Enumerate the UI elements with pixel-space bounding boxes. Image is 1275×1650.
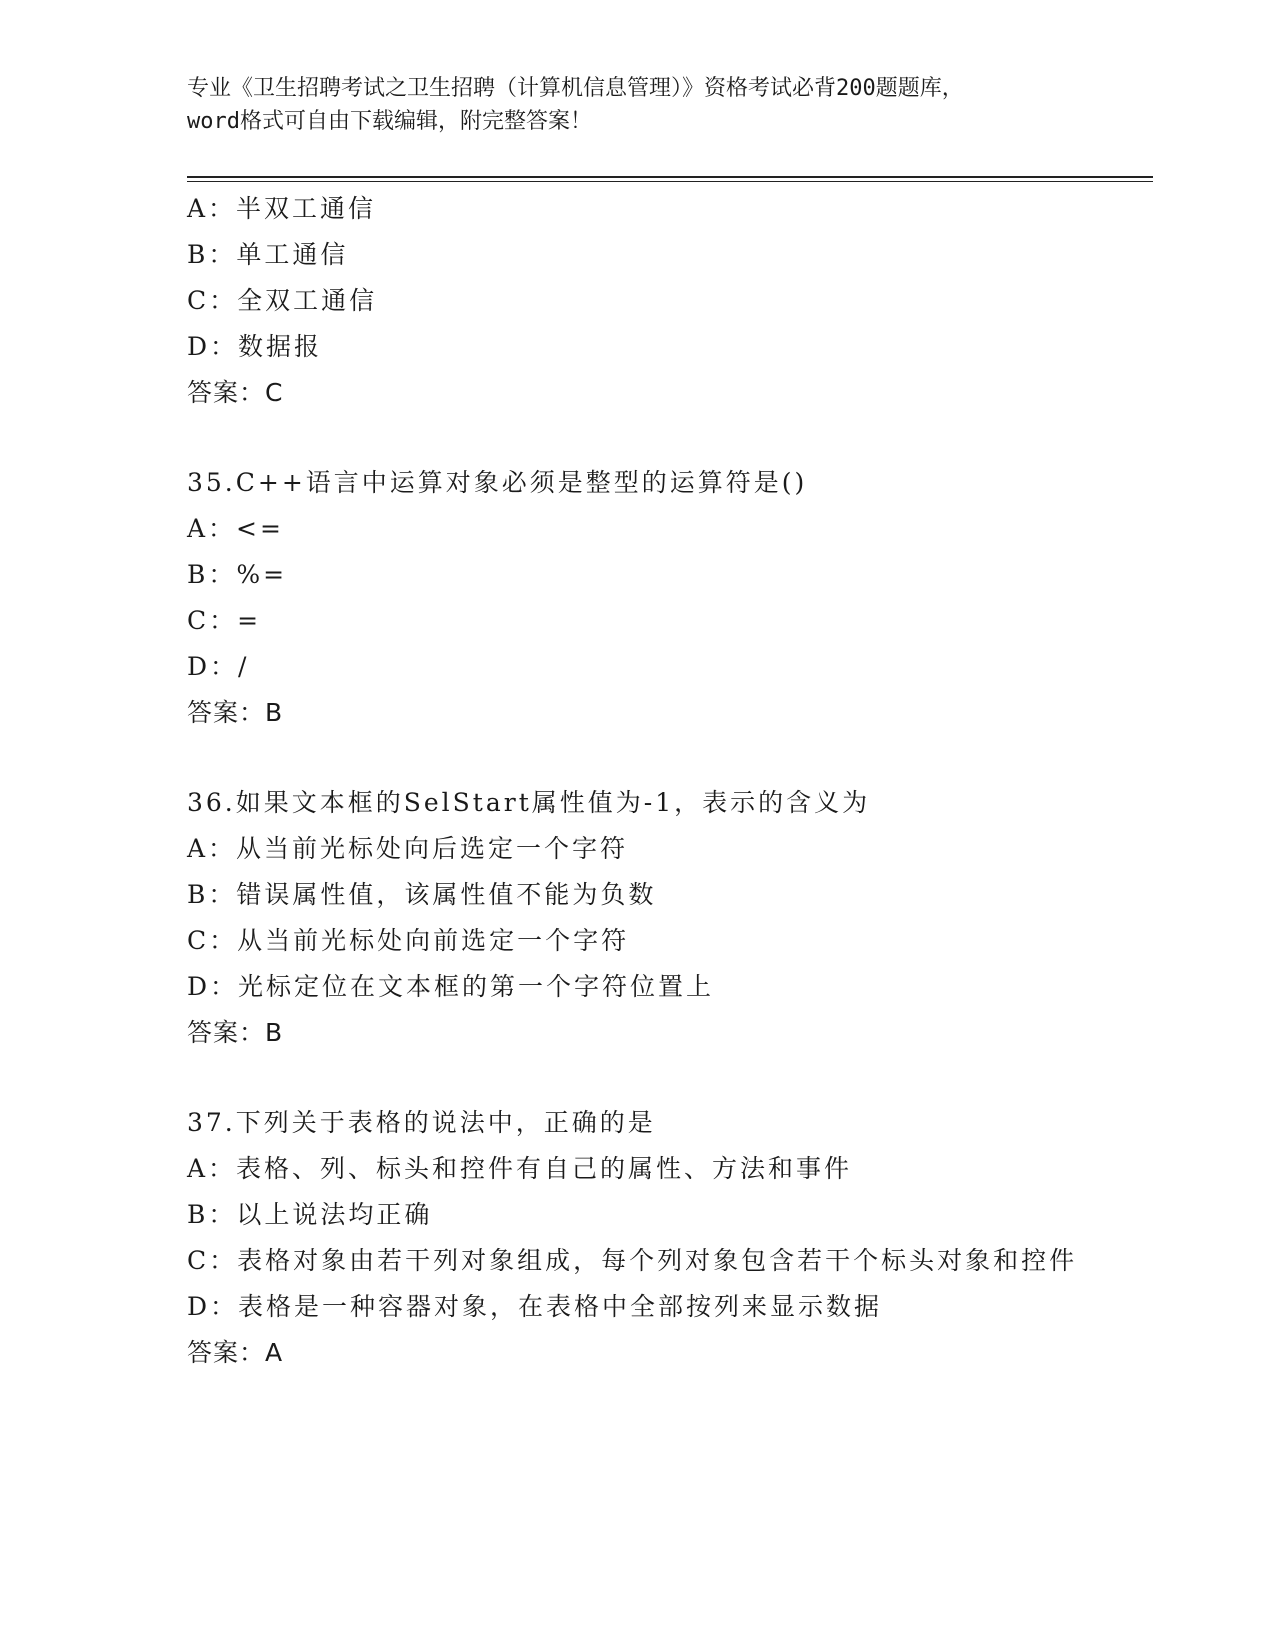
question-stem: 36.如果文本框的SelStart属性值为-1，表示的含义为 xyxy=(187,788,871,817)
answer: 答案：B xyxy=(187,698,284,727)
header-line-1: 专业《卫生招聘考试之卫生招聘（计算机信息管理）》资格考试必背200题题库， xyxy=(187,76,964,101)
question-stem: 35.C++语言中运算对象必须是整型的运算符是() xyxy=(187,468,808,497)
header-line-2: word格式可自由下载编辑，附完整答案！ xyxy=(187,109,592,134)
question-stem: 37.下列关于表格的说法中，正确的是 xyxy=(187,1108,656,1137)
option-b: B：%= xyxy=(187,560,288,589)
answer: 答案：A xyxy=(187,1338,284,1367)
header-divider xyxy=(187,176,1153,178)
question-34 xyxy=(187,186,1087,416)
option-c: C：= xyxy=(187,606,262,635)
question-list xyxy=(187,186,1087,1376)
option-c: C：表格对象由若干列对象组成，每个列对象包含若干个标头对象和控件 xyxy=(187,1246,1078,1275)
option-a: A：半双工通信 xyxy=(187,194,377,223)
option-d: D：数据报 xyxy=(187,332,323,361)
question-36 xyxy=(187,780,1087,1056)
document-header xyxy=(187,72,1087,138)
option-b: B：错误属性值，该属性值不能为负数 xyxy=(187,880,657,909)
option-c: C：全双工通信 xyxy=(187,286,378,315)
spacer xyxy=(187,1056,1087,1100)
option-c: C：从当前光标处向前选定一个字符 xyxy=(187,926,630,955)
answer: 答案：B xyxy=(187,1018,284,1047)
option-a: A：从当前光标处向后选定一个字符 xyxy=(187,834,629,863)
spacer xyxy=(187,416,1087,460)
option-b: B：以上说法均正确 xyxy=(187,1200,433,1229)
option-d: D：/ xyxy=(187,652,250,681)
option-a: A：<= xyxy=(187,514,284,543)
option-d: D：光标定位在文本框的第一个字符位置上 xyxy=(187,972,715,1001)
option-a: A：表格、列、标头和控件有自己的属性、方法和事件 xyxy=(187,1154,853,1183)
answer: 答案：C xyxy=(187,378,284,407)
question-37 xyxy=(187,1100,1087,1376)
question-35 xyxy=(187,460,1087,736)
header-divider-thin xyxy=(187,181,1153,182)
option-d: D：表格是一种容器对象，在表格中全部按列来显示数据 xyxy=(187,1292,883,1321)
option-b: B：单工通信 xyxy=(187,240,349,269)
spacer xyxy=(187,736,1087,780)
